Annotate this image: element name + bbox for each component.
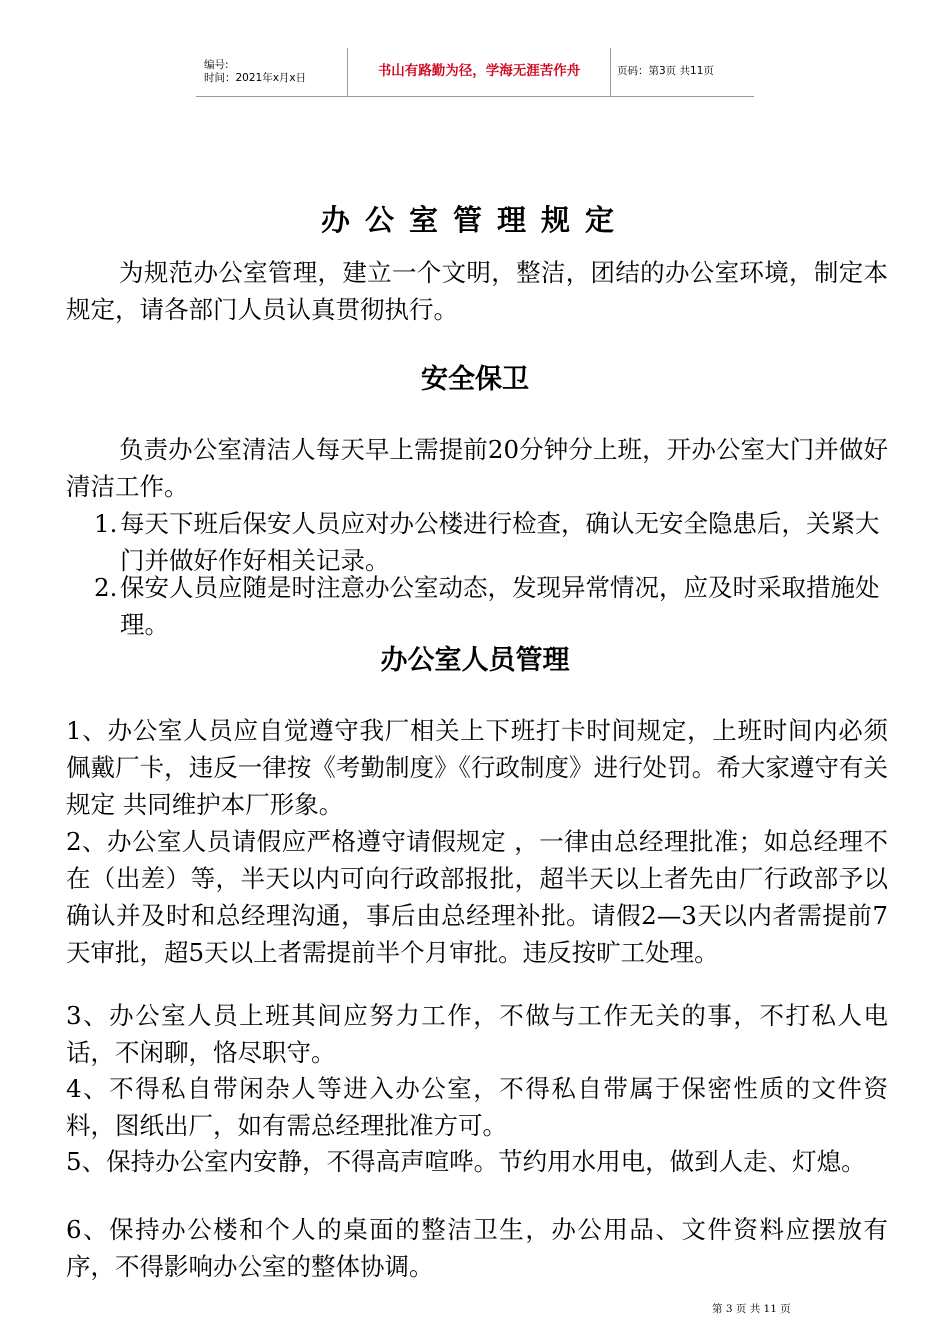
section-title-security: 安全保卫 (421, 364, 529, 395)
document-time-label: 时间：2021年x月x日 (204, 71, 307, 84)
header-page-label: 页码：第3页 共11页 (611, 48, 755, 96)
security-list-item (66, 505, 888, 579)
page-header (196, 48, 754, 97)
staff-rule: 3、办公室人员上班其间应努力工作，不做与工作无关的事，不打私人电话，不闲聊，恪尽职守。 (66, 1001, 888, 1067)
section-title-staff: 办公室人员管理 (380, 645, 570, 676)
staff-rule: 6、保持办公楼和个人的桌面的整洁卫生，办公用品、文件资料应摆放有序，不得影响办公室的整体协调。 (66, 1215, 888, 1281)
staff-rule: 2、办公室人员请假应严格遵守请假规定 ，一律由总经理批准；如总经理不在（出差）等，半天以内可向行政部报批，超半天以上者先由厂行政部予以确认并及时和总经理沟通，事后由总经理补批。请假2—3天以内者需提前7天审批，超5天以上者需提前半个月审批。违反按旷工处理。 (66, 827, 888, 967)
document-number-label: 编号: (204, 58, 229, 71)
list-item-text: 保安人员应随是时注意办公室动态，发现异常情况，应及时采取措施处理。 (120, 573, 880, 639)
intro-paragraph: 为规范办公室管理，建立一个文明，整洁，团结的办公室环境，制定本规定，请各部门人员认真贯彻执行。 (66, 258, 888, 324)
list-item-number: 2. (94, 573, 118, 602)
header-motto: 书山有路勤为径，学海无涯苦作舟 (348, 48, 611, 96)
staff-rule: 5、保持办公室内安静，不得高声喧哗。节约用水用电，做到人走、灯熄。 (66, 1147, 866, 1176)
list-item-text: 每天下班后保安人员应对办公楼进行检查，确认无安全隐患后，关紧大门并做好作好相关记录。 (120, 509, 880, 575)
header-meta (196, 48, 348, 96)
list-item-number: 1. (94, 509, 118, 538)
staff-rule: 4、不得私自带闲杂人等进入办公室，不得私自带属于保密性质的文件资料，图纸出厂，如有需总经理批准方可。 (66, 1074, 888, 1140)
security-list-item (66, 569, 888, 643)
page-footer: 第 3 页 共 11 页 (712, 1303, 791, 1315)
security-paragraph: 负责办公室清洁人每天早上需提前20分钟分上班，开办公室大门并做好清洁工作。 (66, 435, 888, 501)
document-title: 办公室管理规定 (320, 203, 629, 237)
staff-rule: 1、办公室人员应自觉遵守我厂相关上下班打卡时间规定，上班时间内必须佩戴厂卡，违反一律按《考勤制度》《行政制度》进行处罚。希大家遵守有关规定 共同维护本厂形象。 (66, 716, 888, 819)
